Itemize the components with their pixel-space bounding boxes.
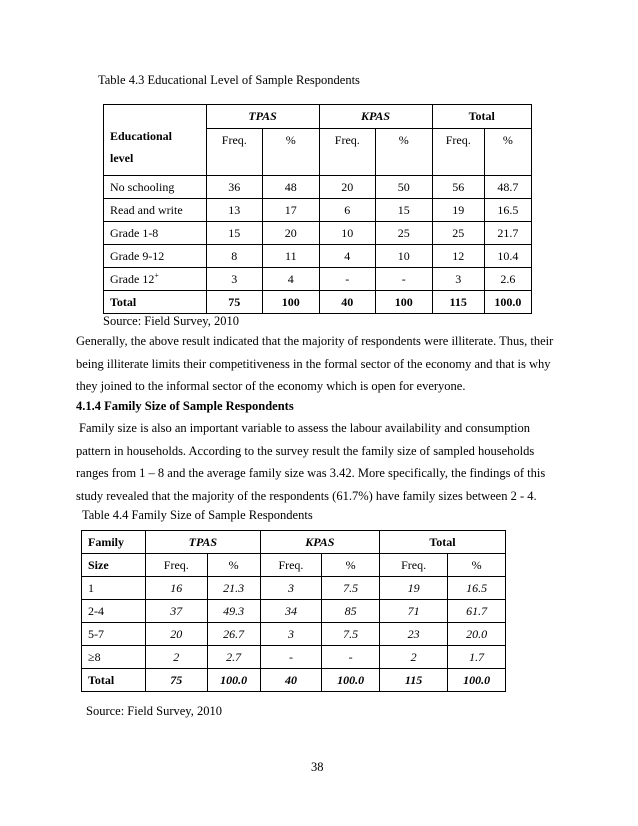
- total-row: [82, 669, 506, 692]
- cell: 75: [146, 669, 208, 692]
- page-number: 38: [311, 760, 324, 774]
- cell: 20: [319, 176, 376, 199]
- row-label: No schooling: [104, 176, 207, 199]
- table-row: [104, 268, 532, 291]
- cell: 100.0: [207, 669, 260, 692]
- cell: 19: [432, 199, 484, 222]
- cell: 100: [376, 291, 433, 314]
- section-heading: 4.1.4 Family Size of Sample Respondents: [76, 399, 294, 413]
- paragraph-line: study revealed that the majority of the respondents (61.7%) have family sizes between 2 - 4.: [76, 488, 537, 503]
- table-row: [104, 245, 532, 268]
- cell: 2: [146, 646, 208, 669]
- sub-header: %: [263, 129, 320, 176]
- paragraph: [76, 330, 560, 398]
- cell: 20.0: [448, 623, 506, 646]
- cell: -: [322, 646, 380, 669]
- cell: 85: [322, 600, 380, 623]
- row-header: Family: [82, 531, 146, 554]
- row-label: 2-4: [82, 600, 146, 623]
- table-row: [104, 199, 532, 222]
- cell: 3: [206, 268, 263, 291]
- cell: 8: [206, 245, 263, 268]
- total-row: [104, 291, 532, 314]
- group-header: KPAS: [260, 531, 379, 554]
- cell: 7.5: [322, 623, 380, 646]
- cell: 36: [206, 176, 263, 199]
- paragraph-line: pattern in households. According to the survey result the family size of sampled households: [76, 443, 535, 458]
- cell: 50: [376, 176, 433, 199]
- table-row: [82, 600, 506, 623]
- cell: 3: [432, 268, 484, 291]
- cell: 13: [206, 199, 263, 222]
- cell: 23: [380, 623, 448, 646]
- cell: -: [319, 268, 376, 291]
- cell: 20: [263, 222, 320, 245]
- cell: 40: [260, 669, 322, 692]
- cell: 16.5: [484, 199, 531, 222]
- cell: 100.0: [448, 669, 506, 692]
- cell: 16.5: [448, 577, 506, 600]
- cell: 6: [319, 199, 376, 222]
- cell: 100.0: [484, 291, 531, 314]
- cell: 17: [263, 199, 320, 222]
- table-caption: Table 4.3 Educational Level of Sample Respondents: [98, 73, 360, 87]
- cell: 56: [432, 176, 484, 199]
- sub-header: Freq.: [206, 129, 263, 176]
- cell: 71: [380, 600, 448, 623]
- cell: 26.7: [207, 623, 260, 646]
- row-label: Total: [82, 669, 146, 692]
- table-source: Source: Field Survey, 2010: [86, 704, 222, 718]
- sub-header: Freq.: [146, 554, 208, 577]
- cell: 3: [260, 577, 322, 600]
- cell: 11: [263, 245, 320, 268]
- cell: -: [376, 268, 433, 291]
- cell: 21.3: [207, 577, 260, 600]
- row-header-line2: level: [110, 151, 134, 165]
- paragraph-line: ranges from 1 – 8 and the average family size was 3.42. More specifically, the findings of this: [76, 466, 546, 480]
- cell: 37: [146, 600, 208, 623]
- sub-header: Freq.: [432, 129, 484, 176]
- cell: 10.4: [484, 245, 531, 268]
- table-row: [82, 577, 506, 600]
- cell: 48.7: [484, 176, 531, 199]
- row-label: Read and write: [104, 199, 207, 222]
- sub-header: Freq.: [319, 129, 376, 176]
- sub-header: %: [484, 129, 531, 176]
- cell: 12: [432, 245, 484, 268]
- cell: 48: [263, 176, 320, 199]
- cell: 49.3: [207, 600, 260, 623]
- row-header-line1: Educational: [110, 129, 173, 143]
- sub-header: %: [448, 554, 506, 577]
- table-source: Source: Field Survey, 2010: [103, 314, 239, 328]
- cell: 75: [206, 291, 263, 314]
- paragraph-line: Generally, the above result indicated that the majority of respondents were illiterate. Thus, their: [76, 334, 554, 348]
- row-label: Grade 1-8: [104, 222, 207, 245]
- row-label: ≥8: [82, 646, 146, 669]
- table-row: [104, 222, 532, 245]
- cell: 115: [380, 669, 448, 692]
- cell: 7.5: [322, 577, 380, 600]
- cell: 115: [432, 291, 484, 314]
- cell: 20: [146, 623, 208, 646]
- cell: 19: [380, 577, 448, 600]
- table-row: [104, 176, 532, 199]
- paragraph: [76, 417, 560, 507]
- group-header: TPAS: [146, 531, 261, 554]
- educational-level-table: [103, 104, 532, 314]
- row-label: Grade 9-12: [104, 245, 207, 268]
- row-header: Size: [82, 554, 146, 577]
- row-label-text: Grade 12: [110, 272, 155, 287]
- superscript: +: [154, 271, 159, 281]
- cell: 2: [380, 646, 448, 669]
- cell: 21.7: [484, 222, 531, 245]
- cell: 25: [432, 222, 484, 245]
- sub-header: %: [322, 554, 380, 577]
- cell: 4: [319, 245, 376, 268]
- cell: 100.0: [322, 669, 380, 692]
- row-label: 1: [82, 577, 146, 600]
- cell: 15: [376, 199, 433, 222]
- cell: 4: [263, 268, 320, 291]
- paragraph-line: being illiterate limits their competitiveness in the formal sector of the economy and that is why: [76, 356, 551, 371]
- cell: 10: [319, 222, 376, 245]
- group-header: KPAS: [319, 105, 432, 129]
- cell: 40: [319, 291, 376, 314]
- row-label: Total: [104, 291, 207, 314]
- cell: 10: [376, 245, 433, 268]
- cell: 16: [146, 577, 208, 600]
- sub-header: Freq.: [260, 554, 322, 577]
- family-size-table: [81, 530, 506, 692]
- cell: 15: [206, 222, 263, 245]
- sub-header: Freq.: [380, 554, 448, 577]
- group-header: TPAS: [206, 105, 319, 129]
- group-header: Total: [432, 105, 531, 129]
- table-row: [82, 623, 506, 646]
- cell: -: [260, 646, 322, 669]
- paragraph-line: they joined to the informal sector of the economy which is open for everyone.: [76, 379, 466, 393]
- group-header: Total: [380, 531, 506, 554]
- cell: 34: [260, 600, 322, 623]
- sub-header: %: [207, 554, 260, 577]
- table-caption: Table 4.4 Family Size of Sample Respondents: [82, 508, 313, 522]
- cell: 3: [260, 623, 322, 646]
- table-row: [82, 646, 506, 669]
- cell: 1.7: [448, 646, 506, 669]
- row-label: [104, 268, 207, 291]
- row-header-cell: [104, 105, 207, 176]
- sub-header: %: [376, 129, 433, 176]
- paragraph-line: Family size is also an important variable to assess the labour availability and consumption: [79, 421, 530, 435]
- cell: 2.6: [484, 268, 531, 291]
- cell: 25: [376, 222, 433, 245]
- cell: 100: [263, 291, 320, 314]
- cell: 2.7: [207, 646, 260, 669]
- cell: 61.7: [448, 600, 506, 623]
- row-label: 5-7: [82, 623, 146, 646]
